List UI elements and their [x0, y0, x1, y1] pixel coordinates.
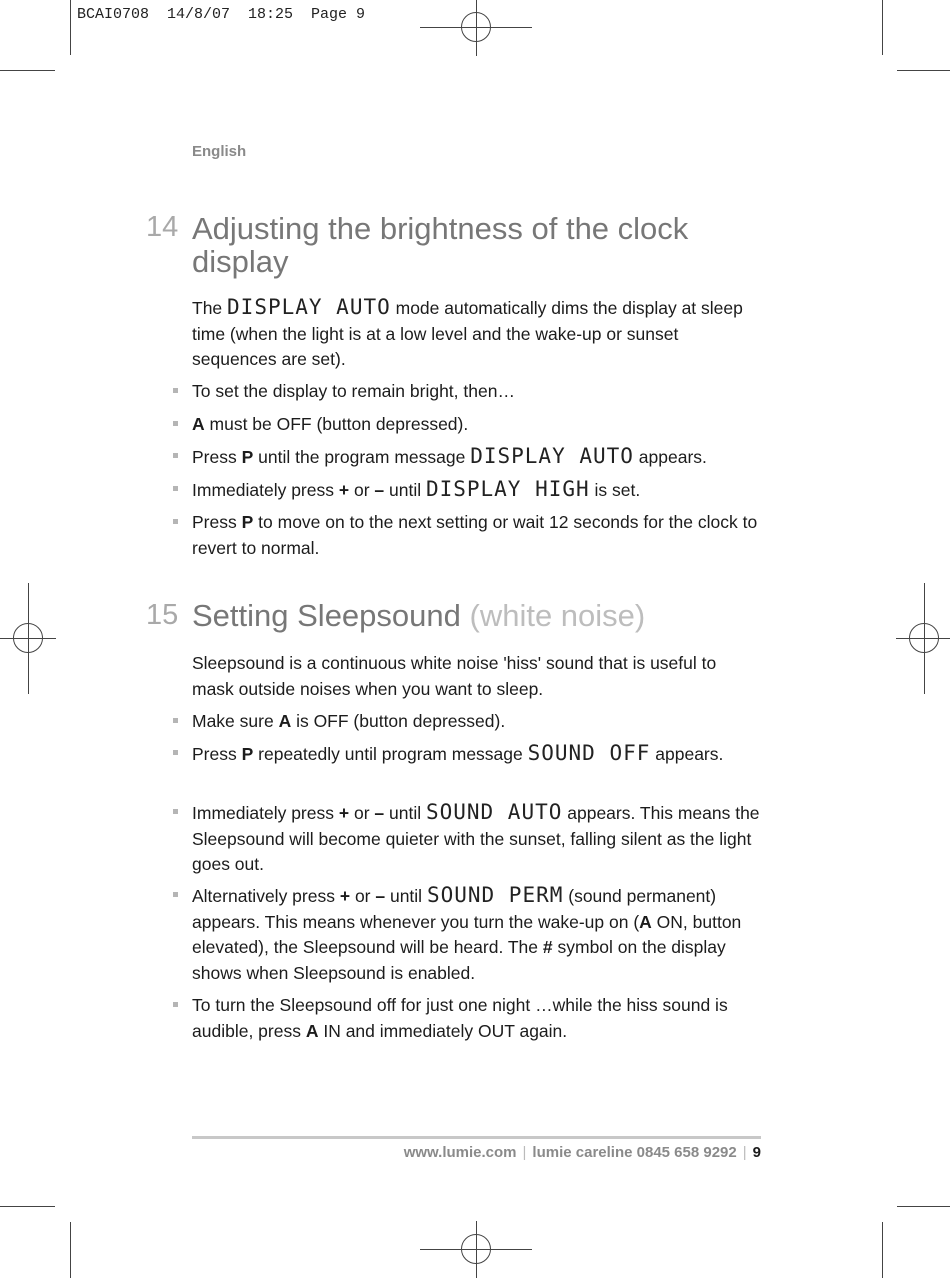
bullet-square-icon — [173, 750, 178, 755]
section-15-bullet-3: Immediately press + or – until SOUND AUTO appears. This means the Sleepsound will become quieter with the sunset, falling silent as the light goes out. — [192, 800, 762, 878]
lcd-message: DISPLAY AUTO — [470, 444, 634, 468]
lcd-message: SOUND AUTO — [425, 800, 563, 824]
section-14-bullet-2: A must be OFF (button depressed). — [192, 412, 762, 438]
bullet-square-icon — [173, 421, 178, 426]
section-14-title: Adjusting the brightness of the clock display — [192, 211, 689, 279]
footer — [404, 1144, 761, 1161]
lcd-message: DISPLAY HIGH — [425, 477, 590, 501]
bullet-square-icon — [173, 892, 178, 897]
crop-mark-bottom-left-v — [70, 1222, 71, 1278]
section-14-bullet-4: Immediately press + or – until DISPLAY HIGH is set. — [192, 477, 762, 504]
bullet-square-icon — [173, 809, 178, 814]
printer-slug: BCAI0708 14/8/07 18:25 Page 9 — [77, 6, 366, 23]
bullet-square-icon — [173, 388, 178, 393]
footer-careline: lumie careline 0845 658 9292 — [532, 1144, 737, 1161]
crop-mark-top-left-h — [0, 70, 55, 71]
section-15-bullet-1: Make sure A is OFF (button depressed). — [192, 709, 762, 735]
lcd-message: DISPLAY AUTO — [227, 295, 391, 319]
section-14-bullet-3: Press P until the program message DISPLAY AUTO appears. — [192, 444, 762, 471]
language-label: English — [192, 143, 247, 160]
crop-mark-top-left-v — [70, 0, 71, 55]
section-15-intro: Sleepsound is a continuous white noise 'hiss' sound that is useful to mask outside noises when you want to sleep. — [192, 653, 717, 699]
section-14-intro: The DISPLAY AUTO mode automatically dims the display at sleep time (when the light is at a low level and the wake-up or sunset sequences are set). — [192, 295, 743, 369]
bullet-square-icon — [173, 486, 178, 491]
section-15-title: Setting Sleepsound (white noise) — [192, 598, 646, 633]
lcd-message: SOUND OFF — [527, 741, 651, 765]
crop-mark-bottom-right-v — [882, 1222, 883, 1278]
section-15-bullet-4: Alternatively press + or – until SOUND PERM (sound permanent) appears. This means whenever you turn the wake-up on (A ON, button elevated), the Sleepsound will be heard. The # symbol on the display shows when Sleepsound is enabled. — [192, 883, 762, 986]
section-15-subtitle: (white noise) — [469, 598, 646, 633]
crop-mark-top-right-v — [882, 0, 883, 55]
registration-left-circle-icon — [13, 623, 43, 653]
section-14-number: 14 — [146, 211, 179, 243]
crop-mark-bottom-left-h — [0, 1206, 55, 1207]
bullet-square-icon — [173, 1002, 178, 1007]
registration-right-circle-icon — [909, 623, 939, 653]
section-14-bullet-5: Press P to move on to the next setting or wait 12 seconds for the clock to revert to normal. — [192, 510, 762, 561]
footer-website: www.lumie.com — [403, 1144, 517, 1161]
section-15-bullet-5: To turn the Sleepsound off for just one night …while the hiss sound is audible, press A IN and immediately OUT again. — [192, 993, 762, 1044]
footer-separator: | — [742, 1144, 747, 1161]
registration-bottom-circle-icon — [461, 1234, 491, 1264]
section-14-bullet-1: To set the display to remain bright, then… — [192, 379, 762, 405]
bullet-square-icon — [173, 718, 178, 723]
bullet-square-icon — [173, 519, 178, 524]
page-number: 9 — [752, 1144, 761, 1161]
section-15-bullet-2: Press P repeatedly until program message SOUND OFF appears. — [192, 741, 762, 768]
bullet-square-icon — [173, 453, 178, 458]
registration-top-circle-icon — [461, 12, 491, 42]
section-15-number: 15 — [146, 599, 179, 631]
crop-mark-top-right-h — [897, 70, 950, 71]
lcd-message: SOUND PERM — [426, 883, 564, 907]
crop-mark-bottom-right-h — [897, 1206, 950, 1207]
footer-rule — [192, 1136, 761, 1139]
footer-separator: | — [522, 1144, 527, 1161]
